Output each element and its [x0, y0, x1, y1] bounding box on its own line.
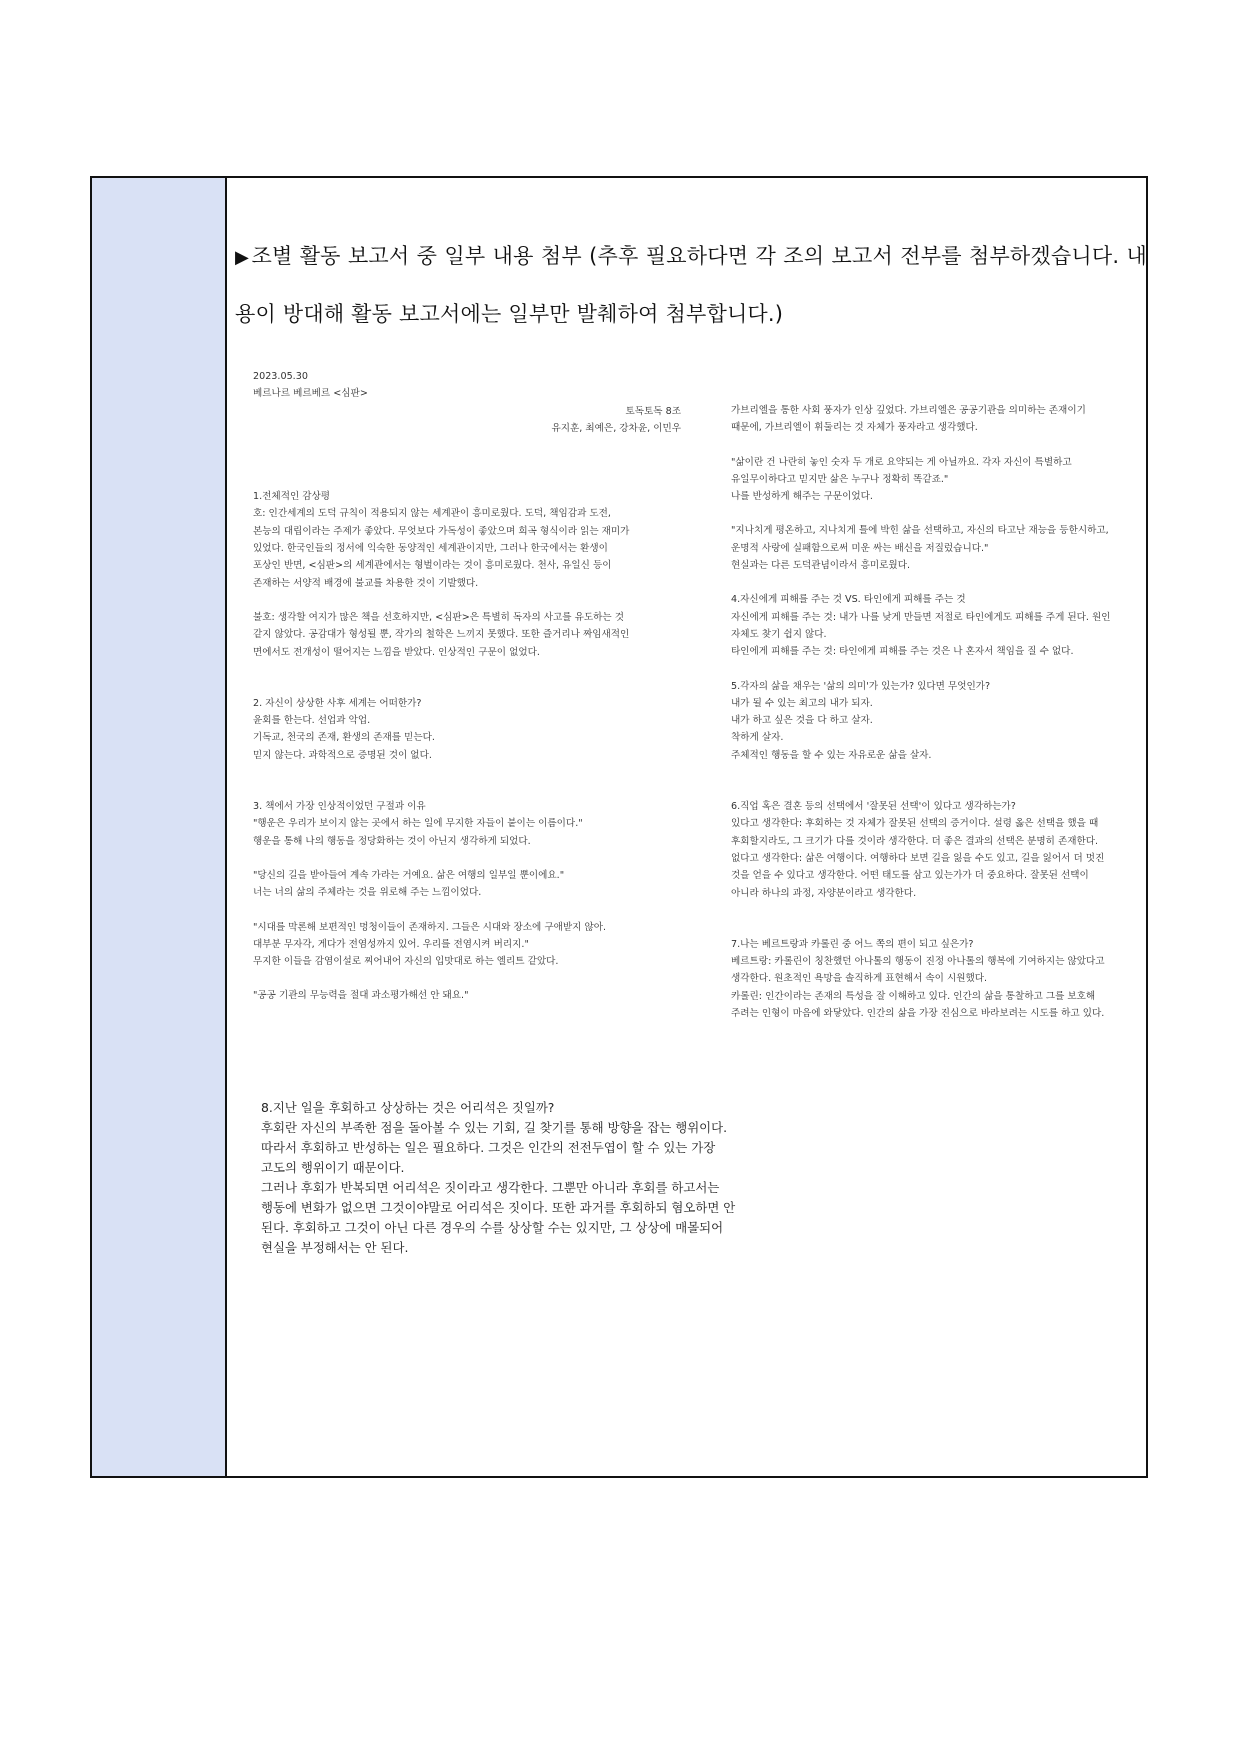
report-group: 토독토독 8조	[625, 405, 681, 417]
report-paragraph: "공공 기관의 무능력을 절대 과소평가해선 안 돼요."	[253, 990, 469, 1002]
report-paragraph: 4.자신에게 피해를 주는 것 VS. 타인에게 피해를 주는 것 자신에게 피해를 주는 것: 내가 나를 낮게 만들면 저절로 타인에게도 피해를 주게 된다. 원인 자체도 찾기 쉽지 않다. 타인에게 피해를 주는 것: 타인에게 피해를 주는 것은 나 혼자서 책임을 질 수 없다.	[731, 594, 1111, 658]
attachment-heading	[235, 228, 1147, 342]
report-members: 유지훈, 최예은, 강차윤, 이민우	[551, 422, 681, 434]
label-column	[92, 178, 227, 1476]
report-paragraph: 불호: 생각할 여지가 많은 책을 선호하지만, <심판>은 특별히 독자의 사고를 유도하는 것 같지 않았다. 공감대가 형성될 뿐, 작가의 철학은 느끼지 못했다. 또한 즐거리나 짜임새적인 면에서도 전개성이 떨어지는 느낌을 받았다. 인상적인 구문이 없었다.	[253, 611, 630, 658]
form-table	[90, 176, 1148, 1478]
report-book: 베르나르 베르베르 <심판>	[253, 388, 368, 400]
report-paragraph: 2. 자신이 상상한 사후 세계는 어떠한가? 윤회를 한는다. 선업과 악업. 기독교, 천국의 존재, 환생의 존재를 믿는다. 믿지 않는다. 과학적으로 증명된 것이 없다.	[253, 697, 435, 761]
report-right-column	[731, 368, 1159, 1022]
report-paragraph: "삶이란 건 나란히 놓인 숫자 두 개로 요약되는 게 아닐까요. 각자 자신이 특별하고 유일무이하다고 믿지만 삶은 누구나 정확히 똑같죠." 나를 반성하게 해주는 구문이었다.	[731, 456, 1072, 503]
report-paragraph: "시대를 막론해 보편적인 멍청이들이 존재하지. 그들은 시대와 장소에 구애받지 않아. 대부분 무자각, 게다가 전염성까지 있어. 우리를 전염시켜 버리지." 무지한 이들을 감염이설로 찌어내어 자신의 입맛대로 하는 엘리트 같았다.	[253, 921, 607, 968]
report-paragraph: 5.각자의 삶을 채우는 '삶의 의미'가 있는가? 있다면 무엇인가? 내가 될 수 있는 최고의 내가 되자. 내가 하고 싶은 것을 다 하고 살자. 착하게 살자. 주체적인 행동을 할 수 있는 자유로운 삶을 살자.	[731, 680, 991, 761]
report-left-column	[253, 368, 681, 1005]
report-paragraph: 7.나는 베르트랑과 카롤린 중 어느 쪽의 편이 되고 싶은가? 베르트랑: 카롤린이 칭찬했던 아나톨의 행동이 진정 아나톨의 행복에 기여하지는 않았다고 생각한다. 원초적인 욕망을 솔직하게 표현해서 속이 시원했다. 카롤린: 인간이라는 존재의 특성을 잘 이해하고 있다. 인간의 삶을 통찰하고 그를 보호해 주려는 인형이 마음에 와닿았다. 인간의 삶을 가장 진심으로 바라보려는 시도를 하고 있다.	[731, 938, 1105, 1020]
report-paragraph: "지나치게 평온하고, 지나치게 틀에 박힌 삶을 선택하고, 자신의 타고난 재능을 등한시하고, 운명적 사랑에 실패함으로써 미운 싸는 배신을 저질렀습니다." 현실과는 다른 도덕관념이라서 흥미로웠다.	[731, 525, 1109, 572]
report-paragraph: 6.직업 혹은 결혼 등의 선택에서 '잘못된 선택'이 있다고 생각하는가? 있다고 생각한다: 후회하는 것 자체가 잘못된 선택의 증거이다. 설령 옳은 선택을 했을 때 후회할지라도, 그 크기가 다를 것이라 생각한다. 더 좋은 결과의 선택은 분명히 존재한다. 없다고 생각한다: 삶은 여행이다. 여행하다 보면 길을 잃을 수도 있고, 길을 잃어서 더 멋진 것을 얻을 수 있다고 생각한다. 어떤 태도를 삼고 있는가가 더 중요하다. 잘못된 선택이 아니라 하나의 과정, 자양분이라고 생각한다.	[731, 801, 1105, 899]
report-date: 2023.05.30	[253, 371, 308, 382]
report-paragraph: "당신의 길을 받아들여 계속 가라는 거예요. 삶은 여행의 일부일 뿐이에요." 너는 너의 삶의 주체라는 것을 위로해 주는 느낌이었다.	[253, 869, 565, 899]
triangle-marker: ▶	[235, 247, 250, 268]
report-paragraph: 1.전체적인 감상평 호: 인간세계의 도덕 규칙이 적용되지 않는 세계관이 흥미로웠다. 도덕, 책임감과 도전, 본능의 대립이라는 주제가 좋았다. 무엇보다 가독성이 좋았으며 희곡 형식이라 읽는 재미가 있었다. 한국인들의 정서에 익숙한 동양적인 세계관이지만, 그러나 한국에서는 환생이 포상인 반면, <심판>의 세계관에서는 형벌이라는 것이 흥미로웠다. 천사, 유일신 등이 존재하는 서양적 배경에 불교를 차용한 것이 기발했다.	[253, 491, 630, 589]
heading-text: 조별 활동 보고서 중 일부 내용 첨부 (추후 필요하다면 각 조의 보고서 전부를 첨부하겠습니다. 내용이 방대해 활동 보고서에는 일부만 발췌하여 첨부합니다.)	[235, 244, 1147, 326]
report-paragraph: 3. 책에서 가장 인상적이었던 구절과 이유 "행운은 우리가 보이지 않는 곳에서 하는 일에 무지한 자들이 붙이는 이름이다." 행운을 통해 나의 행동을 정당화하는 것이 아닌지 생각하게 되었다.	[253, 801, 583, 847]
report-section-8: 8.지난 일을 후회하고 상상하는 것은 어리석은 짓일까? 후회란 자신의 부족한 점을 돌아볼 수 있는 기회, 길 찾기를 통해 방향을 잡는 행위이다. 따라서 후회하고 반성하는 일은 필요하다. 그것은 인간의 전전두엽이 할 수 있는 가장 고도의 행위이기 때문이다. 그러나 후회가 반복되면 어리석은 짓이라고 생각한다. 그뿐만 아니라 후회를 하고서는 행동에 변화가 없으면 그것이야말로 어리석은 짓이다. 또한 과거를 후회하되 혐오하면 안 된다. 후회하고 그것이 아닌 다른 경우의 수를 상상할 수는 있지만, 그 상상에 매몰되어 현실을 부정해서는 안 된다.	[261, 1100, 736, 1255]
content-cell	[229, 178, 1146, 1476]
report-paragraph: 가브리엘을 통한 사회 풍자가 인상 깊었다. 가브리엘은 공공기관을 의미하는 존재이기 때문에, 가브리엘이 휘둘리는 것 자체가 풍자라고 생각했다.	[731, 405, 1086, 434]
